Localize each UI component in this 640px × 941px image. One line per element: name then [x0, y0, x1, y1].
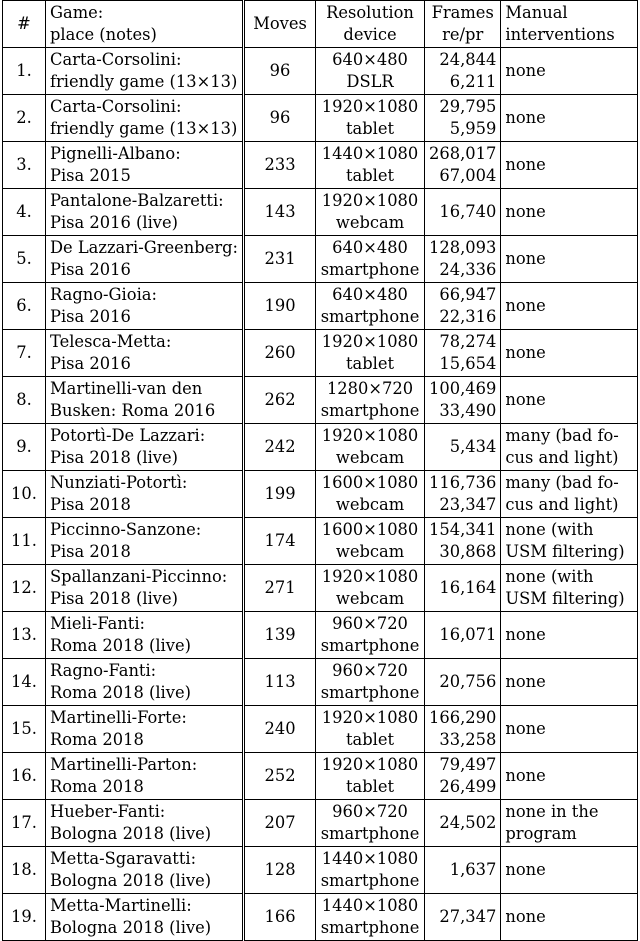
frames-recorded: 1,637	[449, 860, 497, 879]
manual-cell	[501, 706, 638, 753]
moves-cell: 252	[244, 753, 316, 800]
game-cell	[46, 612, 244, 659]
moves-cell: 174	[244, 518, 316, 565]
game-place: Pisa 2018	[50, 542, 131, 561]
frames-processed: 23,347	[439, 495, 497, 514]
header-moves: Moves	[244, 1, 316, 48]
frames-recorded: 268,017	[429, 144, 497, 163]
frames-cell	[425, 894, 501, 941]
resolution-cell	[316, 377, 425, 424]
games-table	[2, 0, 638, 941]
row-number: 16.	[3, 753, 46, 800]
game-place: Pisa 2018 (live)	[50, 589, 178, 608]
resolution-value: 1920×1080	[321, 191, 419, 210]
table-row	[3, 706, 638, 753]
game-place: Bologna 2018 (live)	[50, 918, 212, 937]
manual-cell	[501, 424, 638, 471]
frames-recorded: 154,341	[429, 520, 497, 539]
row-number: 1.	[3, 48, 46, 95]
manual-cell	[501, 142, 638, 189]
frames-recorded: 66,947	[439, 285, 497, 304]
frames-recorded: 16,164	[439, 578, 497, 597]
row-number: 10.	[3, 471, 46, 518]
resolution-value: 640×480	[332, 50, 408, 69]
manual-cell	[501, 753, 638, 800]
table-row	[3, 377, 638, 424]
frames-cell	[425, 518, 501, 565]
game-players: Ragno-Gioia:	[50, 285, 157, 304]
resolution-cell	[316, 894, 425, 941]
game-cell	[46, 800, 244, 847]
game-cell	[46, 236, 244, 283]
frames-cell	[425, 471, 501, 518]
frames-recorded: 78,274	[439, 332, 497, 351]
frames-processed: 33,490	[439, 401, 497, 420]
header-man-line1: Manual	[505, 3, 568, 22]
resolution-value: 1280×720	[326, 379, 414, 398]
game-cell	[46, 330, 244, 377]
device-value: smartphone	[320, 683, 420, 702]
table-row	[3, 894, 638, 941]
manual-line1: none	[505, 860, 546, 879]
moves-cell: 231	[244, 236, 316, 283]
row-number: 3.	[3, 142, 46, 189]
resolution-value: 640×480	[332, 238, 408, 257]
header-game	[46, 1, 244, 48]
resolution-cell	[316, 142, 425, 189]
manual-line1: none	[505, 719, 546, 738]
frames-cell	[425, 377, 501, 424]
game-place: Roma 2018 (live)	[50, 683, 191, 702]
moves-cell: 113	[244, 659, 316, 706]
game-players: Piccinno-Sanzone:	[50, 520, 202, 539]
manual-cell	[501, 518, 638, 565]
resolution-cell	[316, 471, 425, 518]
table-row	[3, 565, 638, 612]
frames-recorded: 128,093	[429, 238, 497, 257]
moves-cell: 96	[244, 95, 316, 142]
resolution-cell	[316, 236, 425, 283]
header-manual	[501, 1, 638, 48]
resolution-value: 1600×1080	[321, 473, 419, 492]
frames-cell	[425, 48, 501, 95]
header-row	[3, 1, 638, 48]
resolution-value: 960×720	[332, 661, 408, 680]
frames-cell	[425, 706, 501, 753]
device-value: smartphone	[320, 824, 420, 843]
frames-processed: 30,868	[439, 542, 497, 561]
frames-recorded: 5,434	[449, 437, 497, 456]
manual-cell	[501, 189, 638, 236]
game-players: Carta-Corsolini:	[50, 97, 182, 116]
game-players: Metta-Sgaravatti:	[50, 849, 197, 868]
moves-cell: 128	[244, 847, 316, 894]
game-players: De Lazzari-Greenberg:	[50, 238, 239, 257]
game-players: Nunziati-Potortì:	[50, 473, 188, 492]
frames-cell	[425, 753, 501, 800]
moves-cell: 207	[244, 800, 316, 847]
manual-line2: USM filtering)	[505, 542, 625, 561]
frames-recorded: 116,736	[429, 473, 497, 492]
game-players: Martinelli-van den	[50, 379, 203, 398]
game-players: Telesca-Metta:	[50, 332, 172, 351]
frames-cell	[425, 283, 501, 330]
frames-cell	[425, 612, 501, 659]
manual-line1: none	[505, 108, 546, 127]
resolution-cell	[316, 753, 425, 800]
row-number: 4.	[3, 189, 46, 236]
game-cell	[46, 377, 244, 424]
game-place: Bologna 2018 (live)	[50, 824, 212, 843]
resolution-cell	[316, 189, 425, 236]
header-frames	[425, 1, 501, 48]
game-cell	[46, 283, 244, 330]
manual-cell	[501, 659, 638, 706]
header-resolution	[316, 1, 425, 48]
game-cell	[46, 424, 244, 471]
game-players: Carta-Corsolini:	[50, 50, 182, 69]
table-row	[3, 48, 638, 95]
frames-cell	[425, 95, 501, 142]
device-value: webcam	[335, 448, 405, 467]
manual-cell	[501, 894, 638, 941]
resolution-value: 1920×1080	[321, 708, 419, 727]
table-row	[3, 753, 638, 800]
frames-processed: 33,258	[439, 730, 497, 749]
table-row	[3, 283, 638, 330]
frames-cell	[425, 424, 501, 471]
frames-recorded: 16,071	[439, 625, 497, 644]
row-number: 7.	[3, 330, 46, 377]
game-cell	[46, 471, 244, 518]
device-value: webcam	[335, 542, 405, 561]
frames-cell	[425, 330, 501, 377]
device-value: smartphone	[320, 401, 420, 420]
game-players: Metta-Martinelli:	[50, 896, 192, 915]
resolution-cell	[316, 706, 425, 753]
game-place: Pisa 2016	[50, 307, 131, 326]
game-cell	[46, 753, 244, 800]
row-number: 5.	[3, 236, 46, 283]
table-row	[3, 142, 638, 189]
frames-cell	[425, 565, 501, 612]
row-number: 2.	[3, 95, 46, 142]
frames-recorded: 27,347	[439, 907, 497, 926]
manual-line1: none in the	[505, 802, 599, 821]
table-row	[3, 424, 638, 471]
manual-line1: none (with	[505, 520, 594, 539]
header-man-line2: interventions	[505, 25, 615, 44]
game-cell	[46, 189, 244, 236]
device-value: tablet	[346, 730, 395, 749]
manual-line1: none	[505, 625, 546, 644]
manual-line2: USM filtering)	[505, 589, 625, 608]
resolution-cell	[316, 612, 425, 659]
moves-cell: 190	[244, 283, 316, 330]
frames-processed: 22,316	[439, 307, 497, 326]
moves-cell: 262	[244, 377, 316, 424]
resolution-value: 960×720	[332, 614, 408, 633]
manual-cell	[501, 612, 638, 659]
manual-cell	[501, 471, 638, 518]
resolution-value: 1920×1080	[321, 426, 419, 445]
moves-cell: 233	[244, 142, 316, 189]
frames-recorded: 24,844	[439, 50, 497, 69]
row-number: 6.	[3, 283, 46, 330]
row-number: 14.	[3, 659, 46, 706]
moves-cell: 271	[244, 565, 316, 612]
resolution-value: 1920×1080	[321, 332, 419, 351]
game-cell	[46, 95, 244, 142]
resolution-cell	[316, 48, 425, 95]
frames-processed: 15,654	[439, 354, 497, 373]
frames-recorded: 16,740	[439, 202, 497, 221]
manual-cell	[501, 95, 638, 142]
device-value: tablet	[346, 777, 395, 796]
manual-cell	[501, 283, 638, 330]
game-players: Pignelli-Albano:	[50, 144, 181, 163]
game-cell	[46, 847, 244, 894]
moves-cell: 242	[244, 424, 316, 471]
resolution-value: 1440×1080	[321, 896, 419, 915]
frames-recorded: 20,756	[439, 672, 497, 691]
game-place: Roma 2018	[50, 777, 144, 796]
header-num: #	[3, 1, 46, 48]
header-game-line1: Game:	[50, 3, 104, 22]
row-number: 12.	[3, 565, 46, 612]
manual-line1: many (bad fo-	[505, 426, 619, 445]
resolution-value: 1920×1080	[321, 97, 419, 116]
frames-recorded: 79,497	[439, 755, 497, 774]
row-number: 18.	[3, 847, 46, 894]
moves-cell: 139	[244, 612, 316, 659]
device-value: tablet	[346, 166, 395, 185]
device-value: smartphone	[320, 260, 420, 279]
device-value: webcam	[335, 213, 405, 232]
manual-line1: none	[505, 766, 546, 785]
device-value: smartphone	[320, 918, 420, 937]
resolution-cell	[316, 659, 425, 706]
table-row	[3, 847, 638, 894]
game-place: Pisa 2016	[50, 260, 131, 279]
manual-line1: none	[505, 296, 546, 315]
game-cell	[46, 565, 244, 612]
device-value: DSLR	[346, 72, 394, 91]
manual-line1: none	[505, 343, 546, 362]
manual-cell	[501, 330, 638, 377]
game-players: Ragno-Fanti:	[50, 661, 157, 680]
game-place: Roma 2018 (live)	[50, 636, 191, 655]
resolution-value: 1600×1080	[321, 520, 419, 539]
row-number: 17.	[3, 800, 46, 847]
game-cell	[46, 659, 244, 706]
manual-cell	[501, 800, 638, 847]
device-value: smartphone	[320, 871, 420, 890]
game-players: Mieli-Fanti:	[50, 614, 146, 633]
game-cell	[46, 48, 244, 95]
resolution-value: 640×480	[332, 285, 408, 304]
header-res-line1: Resolution	[326, 3, 414, 22]
frames-recorded: 166,290	[429, 708, 497, 727]
game-cell	[46, 894, 244, 941]
game-players: Pantalone-Balzaretti:	[50, 191, 224, 210]
row-number: 8.	[3, 377, 46, 424]
header-frames-line1: Frames	[431, 3, 494, 22]
manual-line1: none	[505, 672, 546, 691]
game-players: Potortì-De Lazzari:	[50, 426, 206, 445]
manual-cell	[501, 377, 638, 424]
table-row	[3, 612, 638, 659]
game-place: friendly game (13×13)	[50, 72, 238, 91]
frames-cell	[425, 659, 501, 706]
moves-cell: 96	[244, 48, 316, 95]
game-place: Bologna 2018 (live)	[50, 871, 212, 890]
device-value: smartphone	[320, 636, 420, 655]
device-value: tablet	[346, 354, 395, 373]
table-row	[3, 518, 638, 565]
resolution-cell	[316, 95, 425, 142]
resolution-cell	[316, 800, 425, 847]
resolution-cell	[316, 565, 425, 612]
table-row	[3, 95, 638, 142]
device-value: webcam	[335, 589, 405, 608]
frames-processed: 24,336	[439, 260, 497, 279]
manual-line1: none	[505, 155, 546, 174]
table-row	[3, 189, 638, 236]
manual-line2: cus and light)	[505, 448, 619, 467]
frames-recorded: 24,502	[439, 813, 497, 832]
header-res-line2: device	[343, 25, 397, 44]
game-place: Pisa 2015	[50, 166, 131, 185]
table-row	[3, 236, 638, 283]
manual-line1: none	[505, 390, 546, 409]
frames-processed: 5,959	[449, 119, 497, 138]
manual-line2: program	[505, 824, 577, 843]
frames-recorded: 29,795	[439, 97, 497, 116]
frames-cell	[425, 800, 501, 847]
game-cell	[46, 518, 244, 565]
game-players: Martinelli-Forte:	[50, 708, 187, 727]
game-place: friendly game (13×13)	[50, 119, 238, 138]
table-row	[3, 800, 638, 847]
device-value: webcam	[335, 495, 405, 514]
resolution-cell	[316, 330, 425, 377]
moves-cell: 240	[244, 706, 316, 753]
manual-cell	[501, 48, 638, 95]
frames-cell	[425, 189, 501, 236]
resolution-cell	[316, 847, 425, 894]
manual-line1: many (bad fo-	[505, 473, 619, 492]
row-number: 19.	[3, 894, 46, 941]
resolution-value: 1920×1080	[321, 567, 419, 586]
frames-cell	[425, 142, 501, 189]
game-place: Roma 2018	[50, 730, 144, 749]
frames-processed: 26,499	[439, 777, 497, 796]
game-cell	[46, 706, 244, 753]
header-frames-line2: re/pr	[442, 25, 484, 44]
resolution-value: 1440×1080	[321, 849, 419, 868]
game-players: Spallanzani-Piccinno:	[50, 567, 228, 586]
moves-cell: 143	[244, 189, 316, 236]
frames-recorded: 100,469	[429, 379, 497, 398]
game-place: Pisa 2018 (live)	[50, 448, 178, 467]
frames-processed: 6,211	[449, 72, 497, 91]
table-row	[3, 659, 638, 706]
device-value: smartphone	[320, 307, 420, 326]
row-number: 13.	[3, 612, 46, 659]
resolution-value: 1440×1080	[321, 144, 419, 163]
resolution-cell	[316, 283, 425, 330]
manual-line1: none	[505, 907, 546, 926]
manual-line1: none (with	[505, 567, 594, 586]
moves-cell: 260	[244, 330, 316, 377]
resolution-value: 1920×1080	[321, 755, 419, 774]
game-place: Pisa 2018	[50, 495, 131, 514]
table-row	[3, 330, 638, 377]
game-place: Busken: Roma 2016	[50, 401, 216, 420]
row-number: 11.	[3, 518, 46, 565]
resolution-cell	[316, 518, 425, 565]
game-place: Pisa 2016 (live)	[50, 213, 178, 232]
game-cell	[46, 142, 244, 189]
resolution-value: 960×720	[332, 802, 408, 821]
manual-cell	[501, 847, 638, 894]
manual-line2: cus and light)	[505, 495, 619, 514]
row-number: 9.	[3, 424, 46, 471]
manual-line1: none	[505, 61, 546, 80]
table-body	[3, 48, 638, 941]
frames-cell	[425, 847, 501, 894]
frames-cell	[425, 236, 501, 283]
manual-line1: none	[505, 202, 546, 221]
table-row	[3, 471, 638, 518]
manual-cell	[501, 565, 638, 612]
header-game-line2: place (notes)	[50, 25, 157, 44]
moves-cell: 166	[244, 894, 316, 941]
game-players: Martinelli-Parton:	[50, 755, 198, 774]
manual-line1: none	[505, 249, 546, 268]
game-players: Hueber-Fanti:	[50, 802, 166, 821]
resolution-cell	[316, 424, 425, 471]
manual-cell	[501, 236, 638, 283]
game-place: Pisa 2016	[50, 354, 131, 373]
moves-cell: 199	[244, 471, 316, 518]
row-number: 15.	[3, 706, 46, 753]
frames-processed: 67,004	[439, 166, 497, 185]
device-value: tablet	[346, 119, 395, 138]
